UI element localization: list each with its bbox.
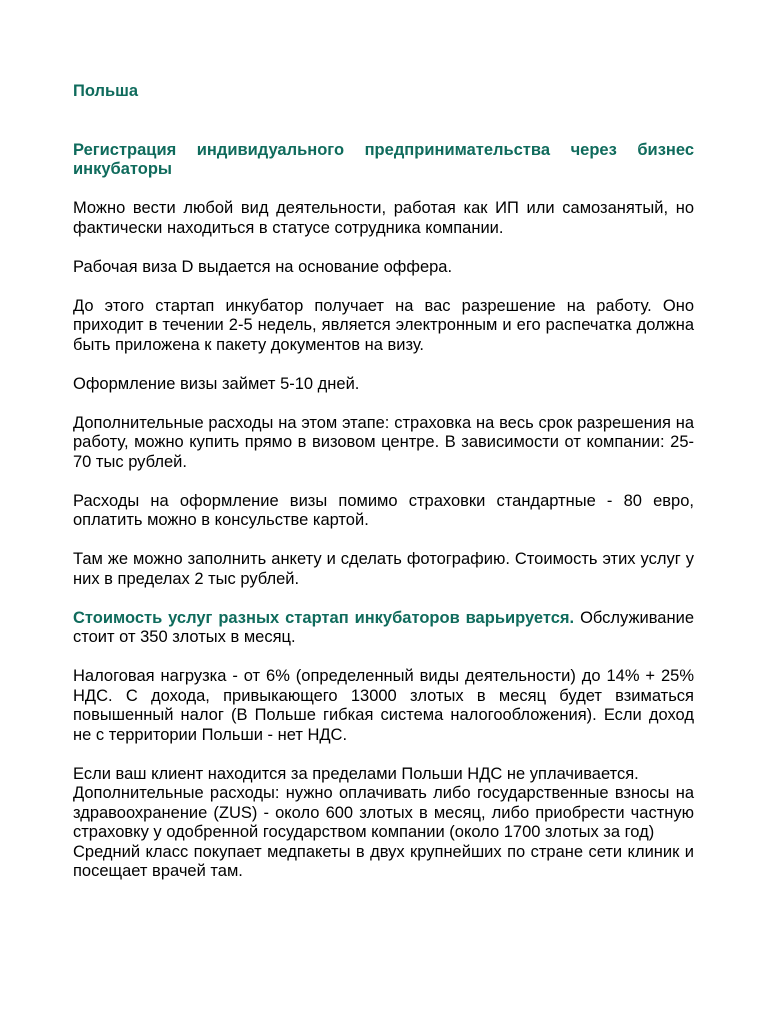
spacer bbox=[73, 531, 694, 551]
paragraph-photo-form: Там же можно заполнить анкету и сделать фотографию. Стоимость этих услуг у них в пределах 2 тыс рублей. bbox=[73, 550, 694, 588]
paragraph-vat-client: Если ваш клиент находится за пределами Польши НДС не уплачивается. bbox=[73, 764, 639, 783]
paragraph-work-permit: До этого стартап инкубатор получает на вас разрешение на работу. Оно приходит в течении 2-5 недель, является электронным и его распечатка должна быть приложена к пакету документов на визу. bbox=[73, 296, 694, 354]
paragraph-visa-fees: Расходы на оформление визы помимо страховки стандартные - 80 евро, оплатить можно в консульстве картой. bbox=[73, 491, 694, 529]
spacer bbox=[73, 589, 694, 609]
spacer bbox=[73, 745, 694, 765]
paragraph-medical-packages: Средний класс покупает медпакеты в двух крупнейших по стране сети клиник и посещает врачей там. bbox=[73, 842, 694, 880]
spacer bbox=[73, 394, 694, 414]
paragraph-incubator-costs bbox=[73, 609, 694, 648]
paragraph-health-costs: Дополнительные расходы: нужно оплачивать либо государственные взносы на здравоохранение (ZUS) - около 600 злотых в месяц, либо приобрести частную страховку у одобренной государством компании (около 1700 злотых за год) bbox=[73, 784, 694, 841]
spacer bbox=[73, 180, 694, 200]
paragraph-insurance-costs: Дополнительные расходы на этом этапе: страховка на весь срок разрешения на работу, можно купить прямо в визовом центре. В зависимости от компании: 25-70 тыс рублей. bbox=[73, 413, 694, 471]
spacer bbox=[73, 277, 694, 297]
document-title: Польша bbox=[73, 82, 139, 100]
spacer bbox=[73, 355, 694, 375]
paragraph-visa-duration: Оформление визы займет 5-10 дней. bbox=[73, 374, 360, 393]
spacer bbox=[73, 472, 694, 492]
service-cost-text: Обслуживание стоит от 350 злотых в месяц. bbox=[73, 608, 694, 646]
paragraph-tax-burden: Налоговая нагрузка - от 6% (определенный виды деятельности) до 14% + 25% НДС. С дохода, привыкающего 13000 злотых в месяц будет взиматься повышенный налог (В Польше гибкая система налогообложения). Если доход не с территории Польши - нет НДС. bbox=[73, 667, 694, 744]
spacer bbox=[73, 648, 694, 668]
incubator-cost-highlight: Стоимость услуг разных стартап инкубаторов варьируется. bbox=[73, 608, 575, 627]
spacer bbox=[73, 238, 694, 258]
paragraph-visa-d: Рабочая виза D выдается на основание оффера. bbox=[73, 257, 453, 276]
section-heading: Регистрация индивидуального предпринимательства через бизнес инкубаторы bbox=[73, 140, 694, 178]
paragraph-work-status: Можно вести любой вид деятельности, работая как ИП или самозанятый, но фактически находиться в статусе сотрудника компании. bbox=[73, 199, 694, 237]
document-page bbox=[73, 82, 694, 882]
spacer bbox=[73, 102, 694, 141]
